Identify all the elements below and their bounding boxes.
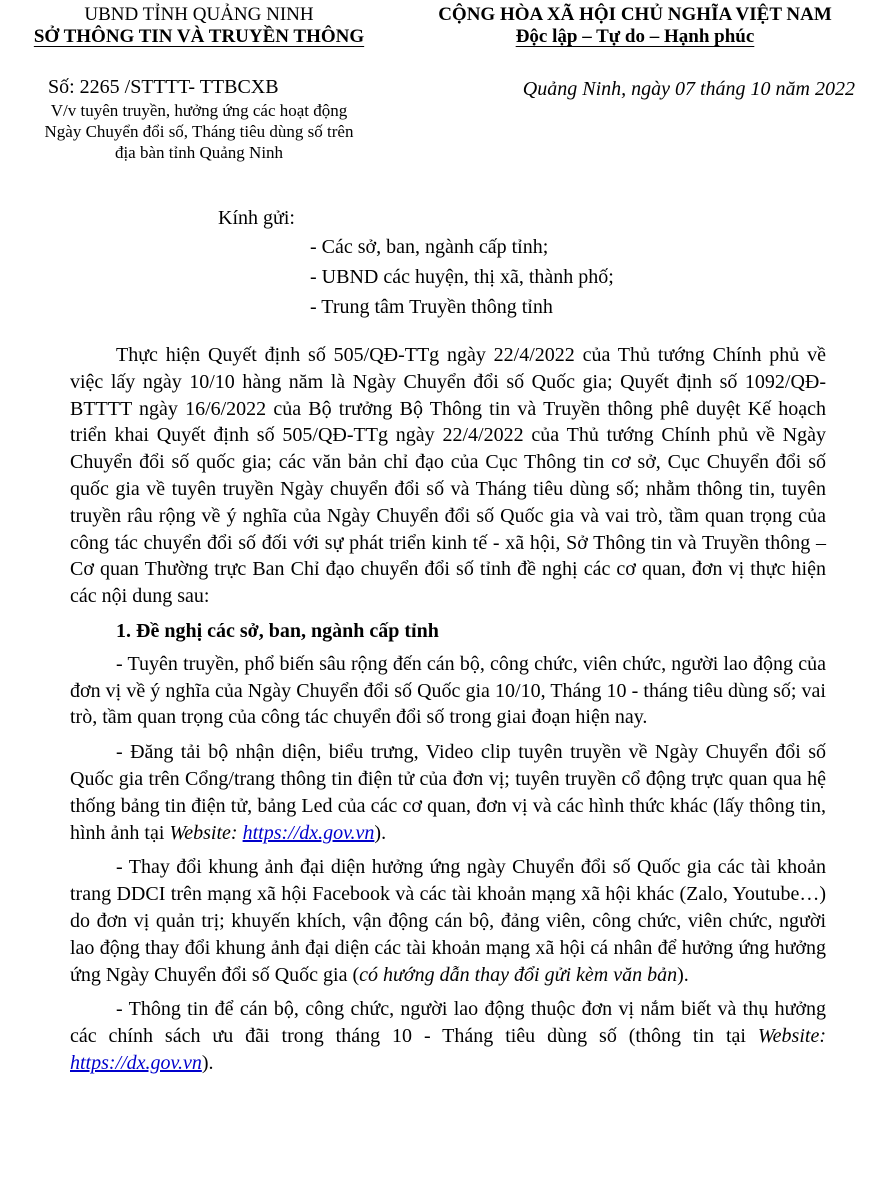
paragraph-4: - Thông tin để cán bộ, công chức, người lao động thuộc đơn vị nắm biết và thụ hưởng các chính sách ưu đãi trong tháng 10 - Tháng tiêu dùng số (thông tin tại Website: https://dx.gov.vn). <box>70 998 826 1074</box>
date-line: Quảng Ninh, ngày 07 tháng 10 năm 2022 <box>522 78 855 100</box>
national-motto: Độc lập – Tự do – Hạnh phúc <box>515 26 755 47</box>
website-link[interactable]: https://dx.gov.vn <box>70 1051 202 1074</box>
website-label: Website: <box>169 821 243 844</box>
recipient-item: - Các sở, ban, ngành cấp tỉnh; <box>310 236 549 258</box>
website-label: Website: <box>757 1025 826 1048</box>
subject-line: Ngày Chuyển đổi số, Tháng tiêu dùng số trên <box>44 122 354 141</box>
recipient-item: - UBND các huyện, thị xã, thành phố; <box>310 266 614 288</box>
nation-name: CỘNG HÒA XÃ HỘI CHỦ NGHĨA VIỆT NAM <box>438 4 832 25</box>
document-number: Số: 2265 /STTTT- TTBCXB <box>48 76 279 98</box>
document-body <box>70 342 826 1085</box>
greeting: Kính gửi: <box>218 207 295 229</box>
header-right <box>400 4 870 48</box>
department-name: SỞ THÔNG TIN VÀ TRUYỀN THÔNG <box>33 26 365 47</box>
recipient-list <box>310 232 614 322</box>
paragraph-3: - Thay đổi khung ảnh đại diện hưởng ứng ngày Chuyển đổi số Quốc gia các tài khoản trang DDCI trên mạng xã hội Facebook và các tài khoản mạng xã hội khác (Zalo, Youtube…) do đơn vị quản trị; khuyến khích, vận động cán bộ, đảng viên, công chức, viên chức, người lao động thay đổi khung ảnh đại diện các tài khoản mạng xã hội cá nhân để hưởng ứng hưởng ứng Ngày Chuyển đổi số Quốc gia (có hướng dẫn thay đổi gửi kèm văn bản). <box>70 856 826 986</box>
subject-line: V/v tuyên truyền, hưởng ứng các hoạt động <box>50 101 348 120</box>
paragraph-2: - Đăng tải bộ nhận diện, biểu trưng, Video clip tuyên truyền về Ngày Chuyển đổi số Quốc gia trên Cổng/trang thông tin điện tử của đơn vị; tuyên truyền cổ động trực quan qua hệ thống bảng tin điện tử, bảng Led của các cơ quan, đơn vị và các hình thức khác (lấy thông tin, hình ảnh tại Website: https://dx.gov.vn). <box>70 741 826 844</box>
agency-name: UBND TỈNH QUẢNG NINH <box>84 4 314 25</box>
recipient-item: - Trung tâm Truyền thông tỉnh <box>310 296 553 318</box>
italic-note: có hướng dẫn thay đổi gửi kèm văn bản <box>359 963 678 986</box>
header-left <box>14 4 384 48</box>
paragraph-1: - Tuyên truyền, phổ biến sâu rộng đến cán bộ, công chức, viên chức, người lao động của đơn vị về ý nghĩa của Ngày Chuyển đổi số Quốc gia 10/10, Tháng 10 - tháng tiêu dùng số; vai trò, tầm quan trọng của công tác chuyển đổi số trong giai đoạn hiện nay. <box>70 652 826 729</box>
intro-paragraph: Thực hiện Quyết định số 505/QĐ-TTg ngày 22/4/2022 của Thủ tướng Chính phủ về việc lấy ngày 10/10 hàng năm là Ngày Chuyển đổi số Quốc gia; Quyết định số 1092/QĐ-BTTTT ngày 16/6/2022 của Bộ trưởng Bộ Thông tin và Truyền thông phê duyệt Kế hoạch triển khai Quyết định số 505/QĐ-TTg ngày 22/4/2022 của Thủ tướng Chính phủ về Ngày Chuyển đổi số quốc gia; các văn bản chỉ đạo của Cục Thông tin cơ sở, Cục Chuyển đổi số quốc gia về tuyên truyền Ngày chuyển đổi số và Tháng tiêu dùng số; nhằm thông tin, tuyên truyền râu rộng về ý nghĩa của Ngày Chuyển đổi số Quốc gia và vai trò, tầm quan trọng của công tác chuyển đổi số đối với sự phát triển kinh tế - xã hội, Sở Thông tin và Truyền thông – Cơ quan Thường trực Ban Chỉ đạo chuyển đổi số tỉnh đề nghị các cơ quan, đơn vị thực hiện các nội dung sau: <box>70 344 826 608</box>
website-link[interactable]: https://dx.gov.vn <box>242 821 375 844</box>
section-1-heading: 1. Đề nghị các sở, ban, ngành cấp tỉnh <box>116 619 439 642</box>
subject-line: địa bàn tỉnh Quảng Ninh <box>114 143 284 162</box>
document-subject <box>14 100 384 163</box>
